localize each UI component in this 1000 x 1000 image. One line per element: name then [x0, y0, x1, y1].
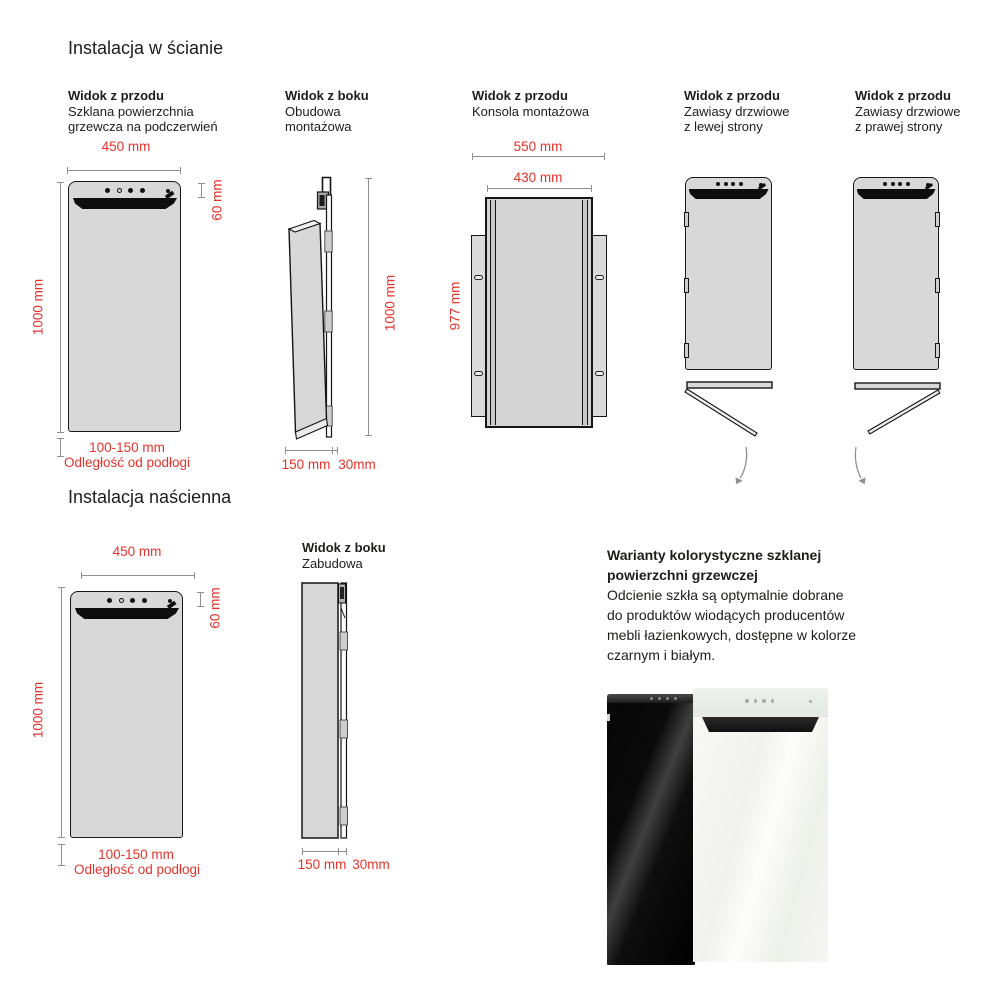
control-dot: [883, 182, 887, 186]
control-dot: [731, 182, 735, 186]
control-dot: [140, 188, 145, 193]
heater-front-hinges-right: [853, 177, 939, 370]
dim-label-150: 150 mm: [297, 857, 347, 872]
control-dot: [898, 182, 902, 186]
edge-highlight: [607, 714, 610, 721]
view1-title: Widok z przodu: [68, 88, 164, 103]
dim-label-floor-range: 100-150 mm: [98, 847, 174, 862]
control-dot: [142, 598, 147, 603]
view2-sub2: montażowa: [285, 119, 352, 134]
dim-line-550: [472, 156, 605, 157]
dim-label-1000: 1000 mm: [30, 278, 46, 336]
view6-sub1: Zabudowa: [302, 555, 363, 571]
hinge-icon: [684, 212, 689, 227]
dim-line-floor: [60, 438, 61, 457]
console-flange-left: [471, 235, 486, 417]
color-variants-block: [607, 545, 856, 665]
black-glass-panel: [607, 694, 695, 965]
hinge-icon: [935, 278, 940, 293]
console-body: [485, 197, 593, 428]
dim-label-977: 977 mm: [447, 281, 463, 331]
dim-label-60: 60 mm: [209, 179, 225, 221]
dim-line-450: [67, 170, 181, 171]
dim-label-floor-range: 100-150 mm: [89, 440, 165, 455]
control-dot: [105, 188, 110, 193]
dim-line-60: [200, 592, 201, 607]
dim-line-450: [81, 575, 195, 576]
view2-title: Widok z boku: [285, 88, 369, 103]
mount-slot: [474, 371, 483, 376]
mount-slot: [474, 275, 483, 280]
view5-title: Widok z przodu: [855, 88, 951, 103]
color-variants-photo: [607, 688, 828, 967]
dim-label-1000-side: 1000 mm: [382, 274, 398, 332]
variants-body-4: czarnym i białym.: [607, 647, 716, 663]
control-buttons: [745, 699, 779, 703]
dim-line-1000: [60, 182, 61, 433]
handle-recess: [73, 198, 177, 209]
control-dot: [130, 598, 135, 603]
dim-label-550: 550 mm: [513, 139, 563, 154]
view3-sub1: Konsola montażowa: [472, 103, 590, 119]
control-dot: [724, 182, 728, 186]
door-swing-right: [845, 376, 945, 488]
control-buttons: [650, 697, 682, 700]
dim-line-1000-side: [368, 178, 369, 436]
view2-sub1: Obudowa: [285, 103, 341, 119]
white-glass-panel: [693, 688, 828, 962]
arrow-down-icon: [858, 477, 865, 484]
control-buttons: [716, 182, 746, 186]
dim-label-1000: 1000 mm: [30, 681, 46, 739]
power-dot: [809, 700, 812, 703]
control-dot: [128, 188, 133, 193]
white-panel-top-band: [693, 688, 828, 717]
handle-recess: [689, 189, 769, 199]
dim-label-450: 450 mm: [101, 139, 151, 154]
view6-header: [302, 540, 386, 571]
control-buttons: [883, 182, 913, 186]
handle-recess: [75, 608, 179, 619]
view4-header: [684, 88, 789, 135]
heater-front-hinges-left: [685, 177, 772, 370]
variants-body-1: Odcienie szkła są optymalnie dobrane: [607, 587, 844, 603]
dim-label-450: 450 mm: [112, 544, 162, 559]
control-buttons: [107, 598, 153, 603]
arrow-down-icon: [735, 477, 742, 484]
view3-title: Widok z przodu: [472, 88, 568, 103]
dim-label-60: 60 mm: [207, 587, 223, 629]
view1-header: [68, 88, 218, 135]
hinge-icon: [684, 278, 689, 293]
hinge-icon: [935, 343, 940, 358]
heater-front-in-wall: [68, 181, 181, 432]
variants-body-3: mebli łazienkowych, dostępne w kolorze: [607, 627, 857, 643]
view5-header: [855, 88, 960, 135]
dim-line-60: [201, 183, 202, 198]
control-dot-ring: [119, 598, 124, 603]
dim-label-150: 150 mm: [281, 457, 331, 472]
hinge-icon: [684, 343, 689, 358]
console-rail-right: [582, 200, 588, 425]
view5-sub1: Zawiasy drzwiowe: [855, 103, 961, 119]
mount-slot: [595, 275, 604, 280]
section-title-in-wall: Instalacja w ścianie: [68, 38, 224, 58]
control-dot: [906, 182, 910, 186]
dim-line-430: [487, 188, 592, 189]
dim-line-150-30: [302, 851, 347, 852]
console-flange-right: [592, 235, 607, 417]
handle-recess: [857, 189, 936, 199]
view3-header: [472, 88, 589, 119]
control-dot: [891, 182, 895, 186]
dim-line-150-30: [285, 450, 338, 451]
control-dot: [716, 182, 720, 186]
dim-label-30: 30mm: [352, 857, 390, 872]
console-rail-left: [490, 200, 496, 425]
mount-slot: [595, 371, 604, 376]
dim-label-30: 30mm: [338, 457, 376, 472]
control-dot: [739, 182, 743, 186]
heater-front-on-wall: [70, 591, 183, 838]
variants-body-2: do produktów wiodących producentów: [607, 607, 845, 623]
view2-header: [285, 88, 369, 135]
view4-sub2: z lewej strony: [684, 119, 763, 134]
control-dot-ring: [117, 188, 122, 193]
view6-title: Widok z boku: [302, 540, 386, 555]
handle-recess: [702, 717, 819, 732]
view4-title: Widok z przodu: [684, 88, 780, 103]
view5-sub2: z prawej strony: [855, 119, 943, 134]
variants-heading-2: powierzchni grzewczej: [607, 567, 758, 583]
view1-sub1: Szklana powierzchnia: [68, 103, 194, 119]
dim-label-430: 430 mm: [513, 170, 563, 185]
dim-label-floor-text: Odległość od podłogi: [63, 455, 191, 470]
control-dot: [107, 598, 112, 603]
variants-heading-1: Warianty kolorystyczne szklanej: [607, 547, 822, 563]
view1-sub2: grzewcza na podczerwień: [68, 119, 218, 134]
view4-sub1: Zawiasy drzwiowe: [684, 103, 790, 119]
dim-line-1000: [61, 587, 62, 838]
dim-line-floor: [61, 844, 62, 866]
section-title-on-wall: Instalacja naścienna: [68, 487, 232, 507]
door-swing-left: [680, 376, 780, 488]
hinge-icon: [935, 212, 940, 227]
control-buttons: [105, 188, 151, 193]
side-view-built-in: [295, 578, 355, 868]
dim-label-floor-text: Odległość od podłogi: [73, 862, 201, 877]
